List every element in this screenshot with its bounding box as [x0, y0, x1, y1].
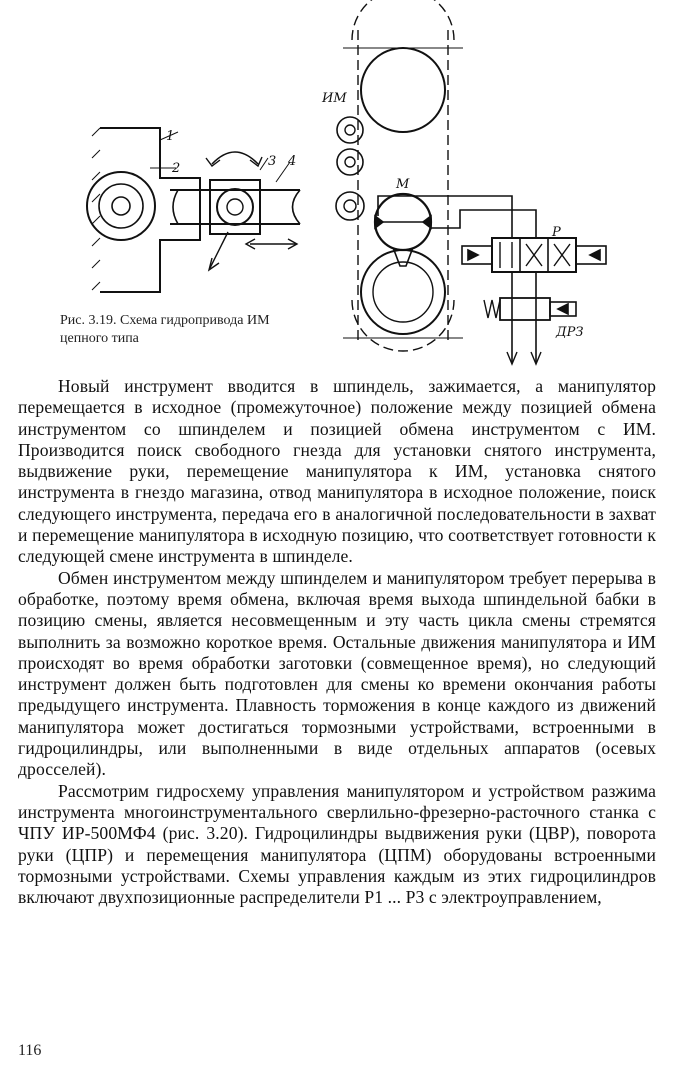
label-2: 2 [172, 161, 181, 176]
page-number: 116 [18, 1042, 42, 1059]
label-4: 4 [288, 154, 297, 169]
label-3: 3 [268, 154, 277, 169]
figure-3-19 [0, 0, 676, 372]
paragraph-1: Новый инструмент вводится в шпиндель, зажимается, а манипулятор перемещается в исходное (промежуточное) положение между позицией обмена инструментом со шпинделем и позицией обмена инструментом с ИМ. Производится поиск свободного гнезда для установки снятого инструмента, выдвижение руки, перемещение манипулятора к ИМ, установка снятого инструмента в гнездо магазина, отвод манипулятора в исходное положение, поиск следующего инструмента, передача его в аналогичной последовательности в захват и перемещение манипулятора в исходную позицию, что соответствует готовности к следующей смене инструмента в шпинделе. [18, 376, 656, 567]
label-dr: ДРЗ [556, 325, 584, 340]
label-m: М [396, 177, 410, 192]
body-text [18, 376, 656, 908]
figure-caption: Рис. 3.19. Схема гидропривода ИМ цепного типа [60, 313, 270, 346]
paragraph-2: Обмен инструментом между шпинделем и манипулятором требует перерыва в обработке, поэтому время обмена, включая время выхода шпиндельной бабки в позицию смены, является несовмещенным и эту часть цикла смены стремятся выполнить за возможно короткое время. Остальные движения манипулятора и ИМ происходят во время обработки заготовки (совмещенное время), но следующий инструмент должен быть подготовлен для смены ко времени окончания работы предыдущего инструмента. Плавность торможения в конце каждого из движений манипулятора может достигаться тормозными устройствами, встроенными в гидроцилиндры, или выполненными в виде отдельных аппаратов (осевых дросселей). [18, 567, 656, 780]
paragraph-3: Рассмотрим гидросхему управления манипулятором и устройством разжима инструмента многоинструментального сверлильно-фрезерно-расточного станка с ЧПУ ИР-500МФ4 (рис. 3.20). Гидроцилиндры выдвижения руки (ЦВР), поворота руки (ЦПР) и перемещения манипулятора (ЦПМ) оборудованы встроенными тормозными устройствами. Схемы управления каждым из этих гидроцилиндров включают двухпозиционные распределители Р1 ... Р3 с электроуправлением, [18, 780, 656, 908]
label-p: Р [552, 225, 561, 240]
label-im: ИМ [322, 91, 347, 106]
label-1: 1 [166, 129, 175, 144]
